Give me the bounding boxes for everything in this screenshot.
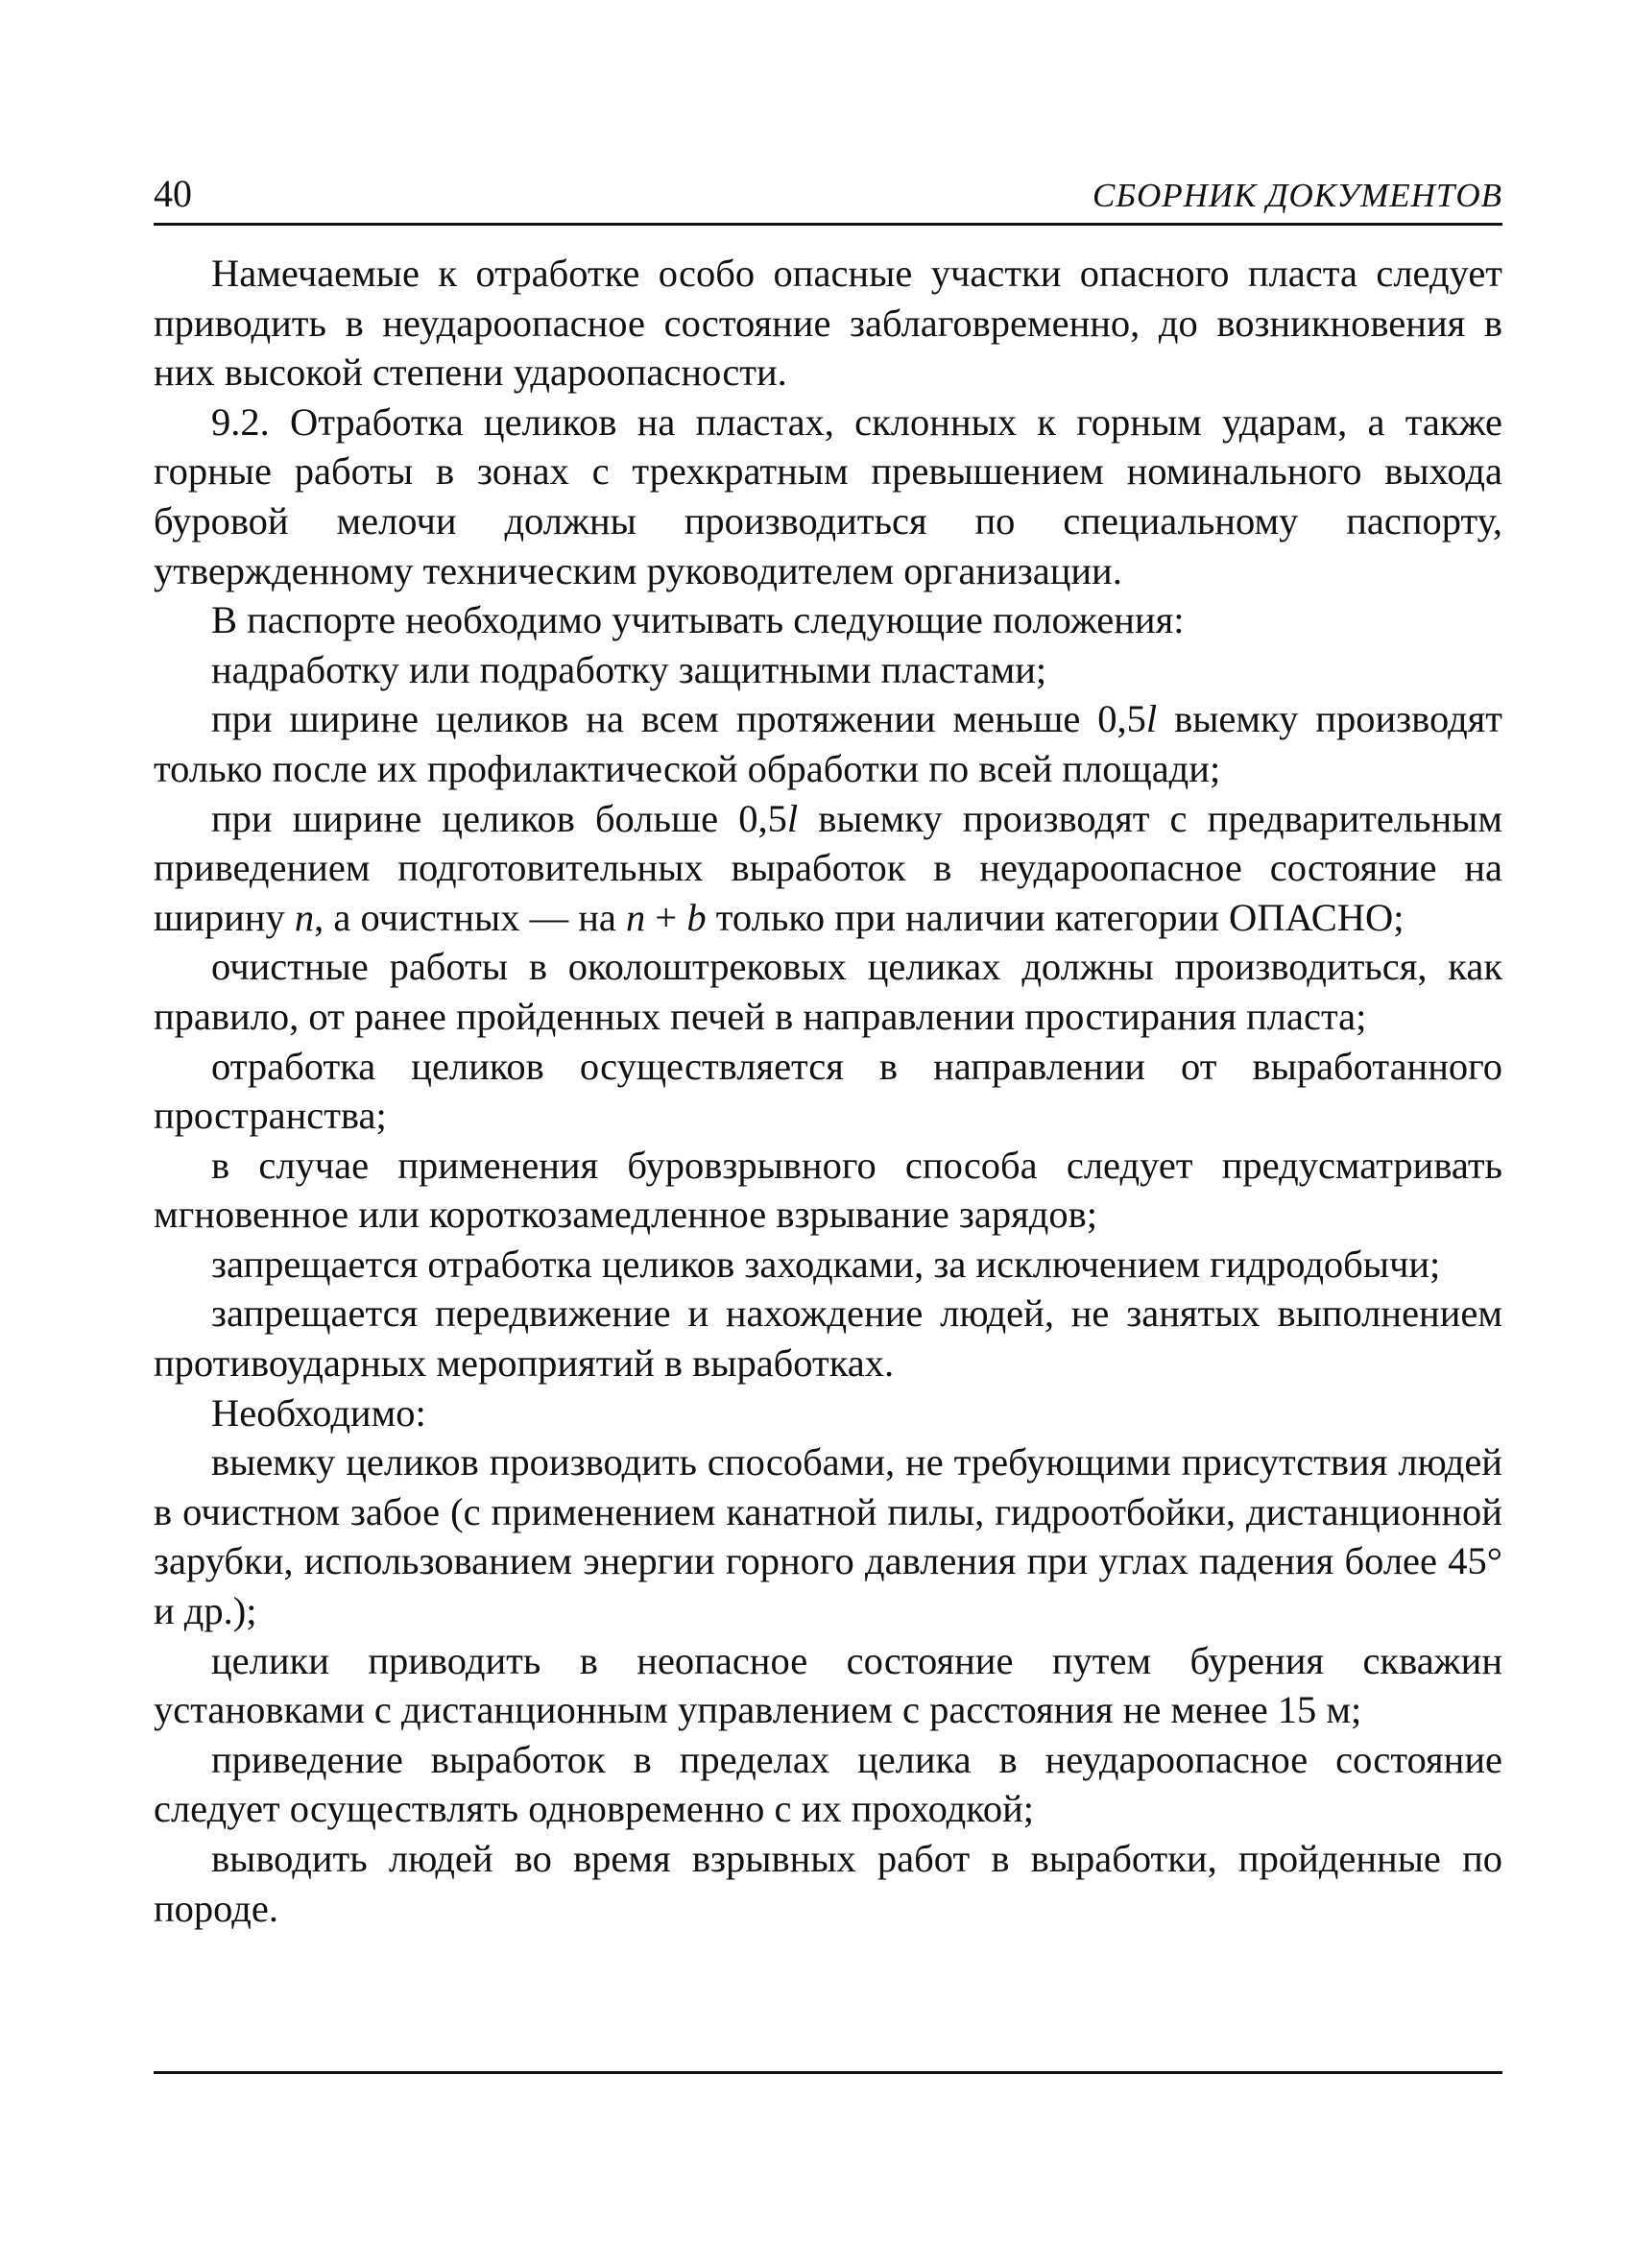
paragraph: 9.2. Отработка целиков на пластах, склонных к горным ударам, а также горные работы в зонах с трехкратным превышением номинального выхода буровой мелочи должны производиться по специальному паспорту, утвержденному техническим руководителем организации.	[154, 399, 1502, 592]
text-segment: при ширине целиков больше 0,5	[211, 796, 787, 840]
math-variable: l	[1145, 697, 1158, 741]
paragraph: целики приводить в неопасное состояние путем бурения скважин установками с дистанционным управлением с расстояния не менее 15 м;	[154, 1638, 1502, 1732]
math-variable: n	[294, 895, 315, 939]
running-title: СБОРНИК ДОКУМЕНТОВ	[1093, 177, 1502, 214]
text-segment: выемку производят только после их профилактической обработки по всей площади;	[154, 697, 1502, 790]
math-variable: n	[626, 895, 646, 939]
paragraph: очистные работы в околоштрековых целиках должны производиться, как правило, от ранее пройденных печей в направлении простирания пласта;	[154, 945, 1502, 1038]
page	[154, 173, 1502, 1933]
paragraph: отработка целиков осуществляется в направлении от выработанного пространства;	[154, 1044, 1502, 1138]
text-segment: только при наличии категории ОПАСНО;	[706, 895, 1405, 939]
page-number: 40	[154, 172, 192, 215]
paragraph	[154, 794, 1502, 943]
paragraph: надработку или подработку защитными пластами;	[211, 647, 1047, 691]
paragraph: В паспорте необходимо учитывать следующие положения:	[211, 598, 1185, 642]
text-segment: при ширине целиков на всем протяжении меньше 0,5	[211, 697, 1146, 741]
text-segment: выемку производят с предварительным приведением подготовительных выработок в неудароопасное состояние на ширину	[154, 796, 1502, 939]
text-segment: , а очистных — на	[314, 895, 627, 939]
math-variable: l	[786, 796, 799, 840]
paragraph: выводить людей во время взрывных работ в выработки, пройденные по породе.	[154, 1837, 1502, 1930]
paragraph: в случае применения буровзрывного способа следует предусматривать мгновенное или короткозамедленное взрывание зарядов;	[154, 1143, 1502, 1237]
math-variable: b	[686, 895, 707, 939]
paragraph	[154, 694, 1502, 793]
text-segment: +	[645, 895, 687, 939]
paragraph: выемку целиков производить способами, не требующими присутствия людей в очистном забое (с применением канатной пилы, гидроотбойки, дистанционной зарубки, использованием энергии горного давления при углах падения более 45° и др.);	[154, 1440, 1502, 1633]
body-text	[154, 249, 1502, 1933]
paragraph: Необходимо:	[211, 1390, 426, 1435]
page-header	[154, 173, 1502, 226]
paragraph: запрещается отработка целиков заходками, за исключением гидродобычи;	[211, 1242, 1441, 1286]
footer-rule	[154, 2071, 1502, 2074]
paragraph: Намечаемые к отработке особо опасные участки опасного пласта следует приводить в неудароопасное состояние заблаговременно, до возникновения в них высокой степени удароопасности.	[154, 252, 1502, 395]
paragraph: приведение выработок в пределах целика в неудароопасное состояние следует осуществлять одновременно с их проходкой;	[154, 1737, 1502, 1831]
paragraph: запрещается передвижение и нахождение людей, не занятых выполнением противоударных мероприятий в выработках.	[154, 1291, 1502, 1386]
